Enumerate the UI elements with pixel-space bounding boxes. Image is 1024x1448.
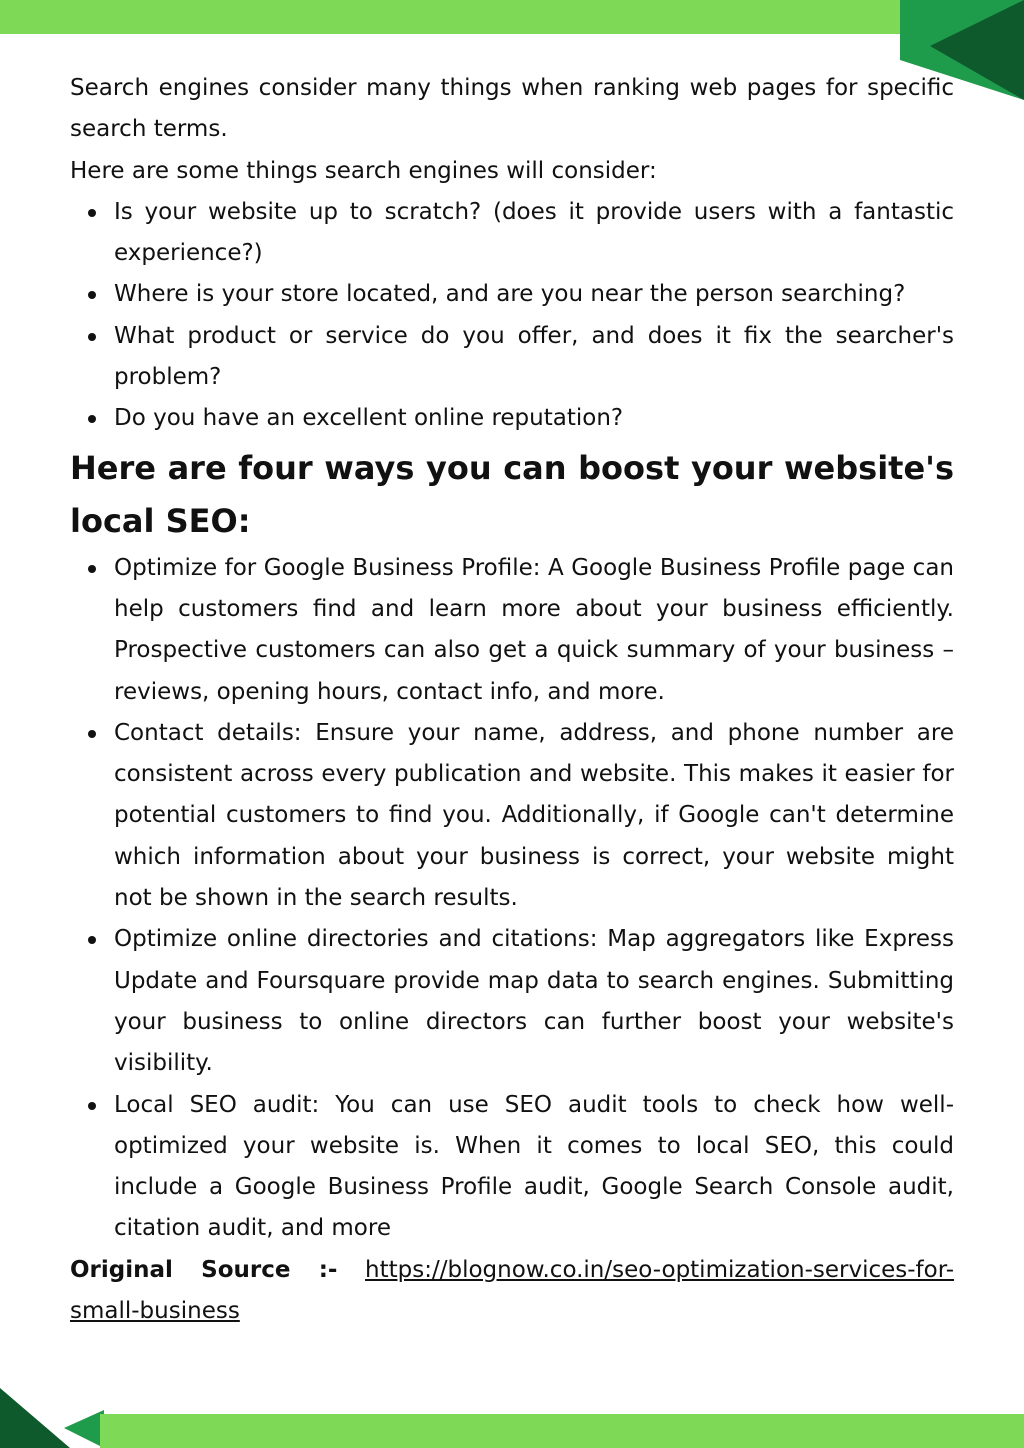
source-label: Original Source :- — [70, 1256, 338, 1283]
bottom-left-corner-decoration — [0, 1388, 104, 1448]
bottom-green-bar — [100, 1414, 1024, 1448]
source-link[interactable]: https://blognow.co.in/seo-optimization-services-for-small-business — [70, 1256, 955, 1325]
list-item: Do you have an excellent online reputation? — [70, 398, 954, 439]
considerations-list — [70, 192, 954, 440]
section-heading: Here are four ways you can boost your website's local SEO: — [70, 448, 954, 540]
list-item: Contact details: Ensure your name, address, and phone number are consistent across every publication and website. This makes it easier for potential customers to find you. Additionally, if Google can't determine which information about your business is correct, your website might not be shown in the search results. — [70, 713, 954, 919]
list-item: What product or service do you offer, and does it fix the searcher's problem? — [70, 316, 954, 399]
list-item: Is your website up to scratch? (does it provide users with a fantastic experience?) — [70, 192, 954, 275]
ways-list — [70, 548, 954, 1250]
document-body — [70, 68, 954, 1332]
list-item: Local SEO audit: You can use SEO audit tools to check how well-optimized your website is. When it comes to local SEO, this could include a Google Business Profile audit, Google Search Console audit, citation audit, and more — [70, 1085, 954, 1250]
top-green-bar — [0, 0, 1024, 34]
list-item: Optimize online directories and citations: Map aggregators like Express Update and Foursquare provide map data to search engines. Submitting your business to online directors can further boost your website's visibility. — [70, 919, 954, 1084]
source-line — [70, 1250, 954, 1333]
list-item: Where is your store located, and are you near the person searching? — [70, 274, 954, 315]
list-item: Optimize for Google Business Profile: A Google Business Profile page can help customers find and learn more about your business efficiently. Prospective customers can also get a quick summary of your business – reviews, opening hours, contact info, and more. — [70, 548, 954, 713]
intro-paragraph: Search engines consider many things when ranking web pages for specific search terms. — [70, 75, 954, 143]
intro-lead-in: Here are some things search engines will consider: — [70, 157, 657, 184]
